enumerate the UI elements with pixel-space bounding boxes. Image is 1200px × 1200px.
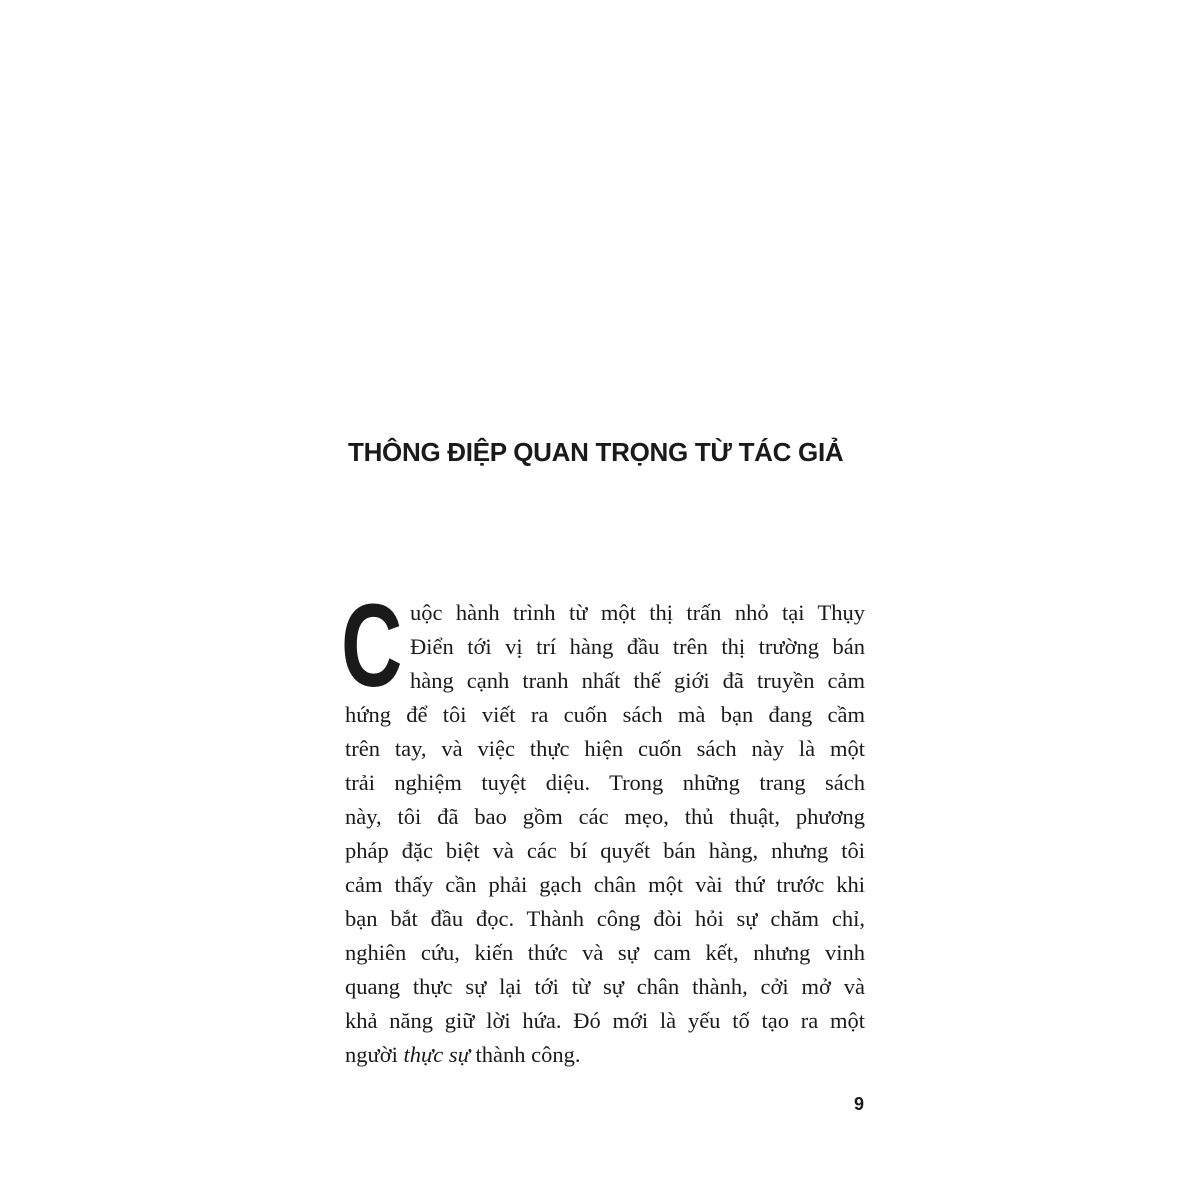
body-line: hàng cạnh tranh nhất thế giới đã truyền cảm	[410, 668, 865, 693]
emphasized-phrase: thực sự	[403, 1042, 470, 1067]
body-line: này, tôi đã bao gồm các mẹo, thủ thuật, phương	[345, 804, 865, 829]
body-line: nghiên cứu, kiến thức và sự cam kết, nhưng vinh	[345, 940, 865, 965]
body-last-line	[345, 1038, 865, 1072]
body-line: quang thực sự lại tới từ sự chân thành, cởi mở và	[345, 974, 865, 999]
body-line: uộc hành trình từ một thị trấn nhỏ tại Thụy	[410, 600, 865, 625]
drop-cap-letter: C	[341, 580, 403, 712]
body-text	[341, 580, 865, 1072]
page-number: 9	[853, 1094, 864, 1114]
chapter-title: THÔNG ĐIỆP QUAN TRỌNG TỪ TÁC GIẢ	[348, 437, 844, 467]
body-line: hứng để tôi viết ra cuốn sách mà bạn đang cầm	[345, 702, 865, 727]
body-line: cảm thấy cần phải gạch chân một vài thứ trước khi	[345, 872, 865, 897]
body-line: khả năng giữ lời hứa. Đó mới là yếu tố tạo ra một	[345, 1008, 865, 1033]
body-line: bạn bắt đầu đọc. Thành công đòi hỏi sự chăm chỉ,	[345, 906, 865, 931]
body-line: trên tay, và việc thực hiện cuốn sách này là một	[345, 736, 865, 761]
body-line: trải nghiệm tuyệt diệu. Trong những trang sách	[345, 770, 865, 795]
last-line-end: thành công.	[469, 1042, 581, 1067]
body-line: pháp đặc biệt và các bí quyết bán hàng, nhưng tôi	[345, 838, 865, 863]
last-line-start: người	[345, 1042, 404, 1067]
body-line: Điển tới vị trí hàng đầu trên thị trường bán	[410, 634, 865, 659]
